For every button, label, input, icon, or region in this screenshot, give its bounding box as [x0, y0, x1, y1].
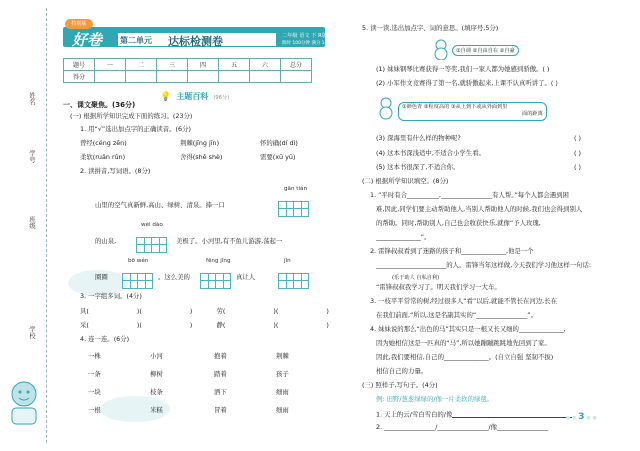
- answer-paren[interactable]: ( ): [574, 163, 582, 171]
- q4-prompt: 4. 连一连。(6分): [80, 335, 130, 343]
- topic-score: (96分): [213, 95, 230, 101]
- q5-item[interactable]: (2) 小军作文竞赛得了第一名,就骄傲起来,上课不认真听讲了。( ): [376, 79, 558, 87]
- score-header-cell: 三: [157, 59, 188, 71]
- q5-item[interactable]: (4) 这本书深浅适中,不适合小学生看。: [376, 149, 485, 157]
- score-input-cell[interactable]: [188, 71, 219, 83]
- q5-item[interactable]: (1) 妹妹钢琴比赛获得一等奖,我们一家人都为她感到骄傲。( ): [376, 65, 550, 73]
- fill-line[interactable]: ______________”。: [376, 233, 431, 241]
- match-item[interactable]: 细雨: [276, 388, 289, 396]
- score-input-cell[interactable]: [126, 71, 157, 83]
- answer-grid[interactable]: [136, 234, 166, 253]
- match-item[interactable]: 一块: [88, 388, 101, 396]
- unit-label: 第二单元: [120, 36, 152, 45]
- q1-item[interactable]: 荆棘(jīng jīn): [180, 139, 220, 147]
- fill-line[interactable]: 1. “平时有合__________,________________有人帮。”每个人都会遇到困: [370, 191, 569, 199]
- q5-options-2: ①颜色青 ②程度高的 ③从上到下或从外面到里 面的距离: [398, 102, 547, 121]
- fill-line[interactable]: 4. 妹妹说的那么“出色的马”其实只是一根又长又细的______________,: [370, 325, 566, 333]
- match-item[interactable]: 米糕: [150, 406, 163, 414]
- score-header-cell: 二: [126, 59, 157, 71]
- margin-class-label: 班级: [28, 216, 36, 229]
- match-item[interactable]: 洒下: [214, 388, 227, 396]
- topic-title: 主题百科: [176, 92, 209, 101]
- q5-prompt: 5. 读一读,选出加点字、词的意思。(填序号,5分): [362, 24, 499, 32]
- sentence-item[interactable]: 1. 天上的云/雪白雪白的/像: [376, 410, 572, 418]
- q1-item[interactable]: 怀的确(dí dì): [260, 139, 298, 147]
- grade-info: 二年级 语文 下 R版: [282, 33, 327, 39]
- bulb-icon: 💡: [160, 92, 172, 102]
- score-header-cell: 总分: [281, 59, 312, 71]
- brand-logo: 好卷: [72, 31, 103, 49]
- fill-line[interactable]: ______________________的人。雷锋当年这样做,今天我们学习他这样一句话:: [376, 261, 592, 269]
- match-item[interactable]: 一根: [88, 406, 101, 414]
- q5-item[interactable]: (3) 深海里有什么样的物种呢?: [376, 134, 461, 142]
- q1-prompt: 1. 用“√”选出加点字的正确读音。(6分): [80, 125, 191, 133]
- section-1-heading: 一、课文聚焦。(36分): [63, 101, 136, 109]
- fill-line: 相信自己的力量。: [376, 367, 428, 375]
- q2-text: 美极了。小河里,有不鱼儿游游,荡起一: [176, 237, 283, 245]
- q2-text: 山里的空气真新鲜,高山、绿树、清泉。捧一口: [95, 201, 225, 209]
- fill-line: 3. 一枝平平常常的树,经过很多人“看”以后,就能不管长在河边,长在: [370, 297, 557, 305]
- pinyin-label: jǐn: [284, 258, 291, 264]
- fill-line[interactable]: 2. 雷锋叔叔看到了迷路的孩子和______________,他是一个: [370, 247, 534, 255]
- q2-prompt: 2. 读拼音,写词语。(8分): [80, 167, 151, 175]
- q5-options: ①自调 ②自由自在 ②自豪: [452, 45, 519, 56]
- snowman-icon: [376, 96, 396, 120]
- score-header-cell: 四: [188, 59, 219, 71]
- margin-id-label: 学号: [28, 150, 36, 163]
- match-item[interactable]: 冒着: [214, 406, 227, 414]
- score-table: [63, 58, 312, 83]
- example-sentence: 例: 田野/葱葱绿绿的/像一片柔软的绿毯。: [376, 395, 494, 403]
- q3-row[interactable]: 具( )( ) 劳( )( ): [80, 307, 329, 315]
- pinyin-label: wèi dào: [141, 222, 163, 228]
- sentence-item[interactable]: 2. ________________/________________/像________________: [376, 423, 549, 431]
- match-item[interactable]: 枝条: [150, 388, 163, 396]
- answer-grid[interactable]: [122, 270, 152, 289]
- match-item[interactable]: 一条: [88, 370, 101, 378]
- match-item[interactable]: 小河: [150, 352, 163, 360]
- answer-paren[interactable]: ( ): [574, 134, 582, 142]
- score-input-cell[interactable]: [281, 71, 312, 83]
- q1-item[interactable]: 需要(xū yū): [260, 153, 296, 161]
- match-item[interactable]: 抱着: [214, 352, 227, 360]
- page-title: 达标检测卷: [168, 35, 223, 48]
- q3-row[interactable]: 采( )( ) 静( )( ): [80, 321, 329, 329]
- fill-line: 的帮助。同时,帮助别人,自己也会收获快乐,就像“予人玫瑰,: [376, 219, 541, 227]
- binding-margin: [0, 0, 56, 451]
- page-number: ● ● 3 ● ●: [566, 412, 597, 422]
- topic-header: [160, 84, 229, 103]
- score-input-cell[interactable]: [157, 71, 188, 83]
- pinyin-label: bō wén: [128, 258, 149, 264]
- score-header-cell: 六: [250, 59, 281, 71]
- q1-item[interactable]: 柔软(ruǎn rǔn): [80, 153, 126, 161]
- score-input-cell[interactable]: [250, 71, 281, 83]
- q3-prompt: 3. 一字组多词。(4分): [80, 292, 142, 300]
- subsection-3-heading: (三) 照样子,写句子。(4分): [362, 381, 438, 389]
- answer-paren[interactable]: ( ): [574, 149, 582, 157]
- q2-text: 的山泉,: [95, 237, 117, 245]
- pinyin-label: fēng jǐng: [206, 258, 231, 264]
- hint-text: (乐于助人 自私自利): [392, 275, 440, 281]
- score-header-cell: 五: [219, 59, 250, 71]
- q2-text: 圈圈: [95, 273, 108, 281]
- fill-line: “雷锋叔叔我学习了。明天我们学习一大车。: [376, 283, 501, 291]
- score-input-cell[interactable]: [95, 71, 126, 83]
- q2-text: 。这么美的: [158, 273, 190, 281]
- pinyin-label: gān tián: [284, 186, 308, 192]
- subsection-1-heading: (一) 根据所学知识完成下面的练习。(23分): [70, 112, 193, 120]
- subsection-2-heading: (二) 根据所学知识填空。(8分): [362, 177, 449, 185]
- margin-school-label: 学校: [28, 326, 36, 339]
- answer-grid[interactable]: [278, 270, 308, 289]
- cut-line: [46, 8, 47, 443]
- fill-line[interactable]: 因此,我们要相信,自己的______________。(自立自强 坚韧不拔): [376, 353, 554, 361]
- match-item[interactable]: 荆棘: [276, 352, 289, 360]
- time-info: 限时 100分钟 满分 100分: [282, 41, 335, 46]
- fill-line: 因为她相信这是一匹真的“马”,所以她蹦蹦跳跳地先回到了家。: [376, 339, 551, 347]
- q5-item[interactable]: (5) 这本书很深了,不适合你。: [376, 163, 460, 171]
- q1-item[interactable]: 曾经(céng zēn): [80, 139, 127, 147]
- snowman-icon: [432, 38, 450, 60]
- score-input-cell[interactable]: [219, 71, 250, 83]
- answer-grid[interactable]: [278, 198, 308, 217]
- fill-line[interactable]: 在我们前面,“所以,这是名副其实的“________________”。: [376, 311, 537, 319]
- match-item[interactable]: 一株: [88, 352, 101, 360]
- margin-name-label: 姓名: [28, 92, 36, 105]
- q1-item[interactable]: 舍得(shě shè): [180, 153, 223, 161]
- match-item[interactable]: 细雨: [276, 406, 289, 414]
- q2-text: 真让人: [236, 273, 256, 281]
- match-item[interactable]: 柳树: [150, 370, 163, 378]
- answer-grid[interactable]: [200, 270, 230, 289]
- score-header-cell: 题号: [64, 59, 95, 71]
- score-header-cell: 一: [95, 59, 126, 71]
- edition-badge: 特别版: [65, 19, 93, 29]
- score-label-cell: 得分: [64, 71, 95, 83]
- match-item[interactable]: 踏着: [214, 370, 227, 378]
- match-item[interactable]: 孩子: [276, 370, 289, 378]
- mascot-icon: [4, 374, 44, 430]
- fill-line: 难,因此,同学们要主动帮助他人,当别人帮助他人的时候,我们也会得到别人: [376, 205, 583, 213]
